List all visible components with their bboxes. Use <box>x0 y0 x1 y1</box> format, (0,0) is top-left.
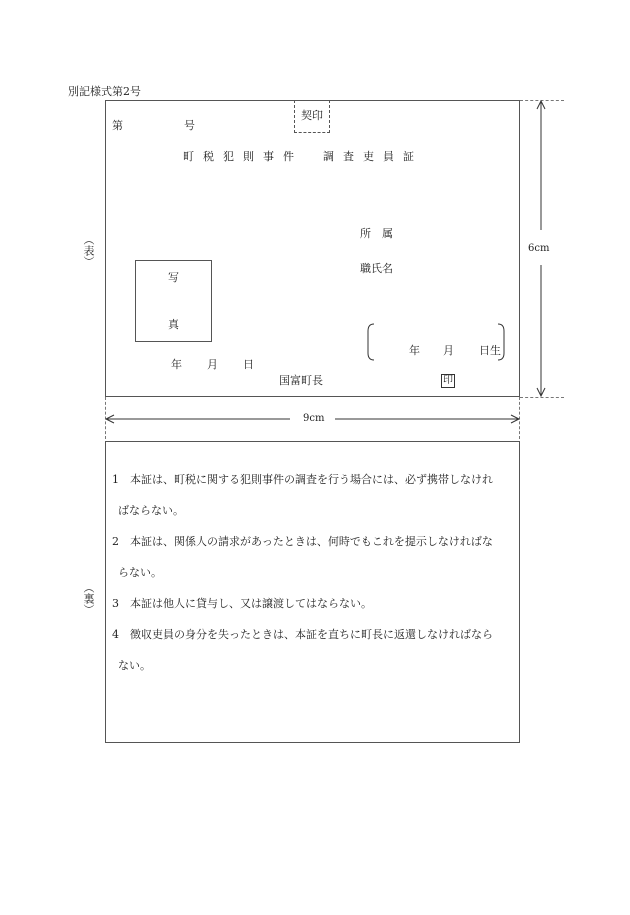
form-label: 別記様式第2号 <box>68 85 141 98</box>
birth-month: 月 <box>443 344 454 357</box>
rule-1-line1: 本証は、町税に関する犯則事件の調査を行う場合には、必ず携帯しなけれ <box>130 473 493 486</box>
birth-day: 日生 <box>479 344 501 357</box>
rule-4-line1: 徴収吏員の身分を失ったときは、本証を直ちに町長に返還しなければなら <box>130 628 493 641</box>
official-seal <box>441 374 455 388</box>
front-card <box>105 100 520 397</box>
rule-2-num: 2 <box>112 535 119 548</box>
issue-year: 年 <box>171 358 182 371</box>
birth-year: 年 <box>409 344 420 357</box>
rule-1-num: 1 <box>112 473 119 486</box>
back-side-label: （裏） <box>82 582 95 615</box>
official-seal-label: 印 <box>443 375 453 386</box>
height-label: 6cm <box>528 243 550 254</box>
number-prefix: 第 <box>112 119 123 132</box>
rule-2 <box>112 526 512 588</box>
affiliation-label: 所 属 <box>360 227 393 240</box>
rule-4-line2: ない。 <box>118 659 151 672</box>
card-title: 町税犯則事件 調査吏員証 <box>183 150 423 163</box>
name-label: 職氏名 <box>360 262 393 275</box>
rule-4-num: 4 <box>112 628 119 641</box>
issue-day: 日 <box>243 358 254 371</box>
number-suffix: 号 <box>184 119 195 132</box>
birth-bracket-left <box>366 323 376 361</box>
photo-label-top: 写 <box>168 271 179 284</box>
seal-stamp-label: 契印 <box>301 109 323 122</box>
height-guide-bottom <box>520 397 564 398</box>
front-side-label: （表） <box>82 234 95 267</box>
width-label: 9cm <box>303 413 325 424</box>
rule-2-line1: 本証は、関係人の請求があったときは、何時でもこれを提示しなければな <box>130 535 493 548</box>
issuer: 国富町長 <box>279 374 323 387</box>
rule-3-num: 3 <box>112 597 119 610</box>
rule-1 <box>112 464 512 526</box>
rule-3-line1: 本証は他人に貸与し、又は譲渡してはならない。 <box>130 597 372 610</box>
issue-month: 月 <box>207 358 218 371</box>
rule-1-line2: ばならない。 <box>118 504 184 517</box>
rule-4 <box>112 619 512 681</box>
rule-3 <box>112 588 512 619</box>
rule-2-line2: らない。 <box>118 566 162 579</box>
photo-label-bottom: 真 <box>168 318 179 331</box>
